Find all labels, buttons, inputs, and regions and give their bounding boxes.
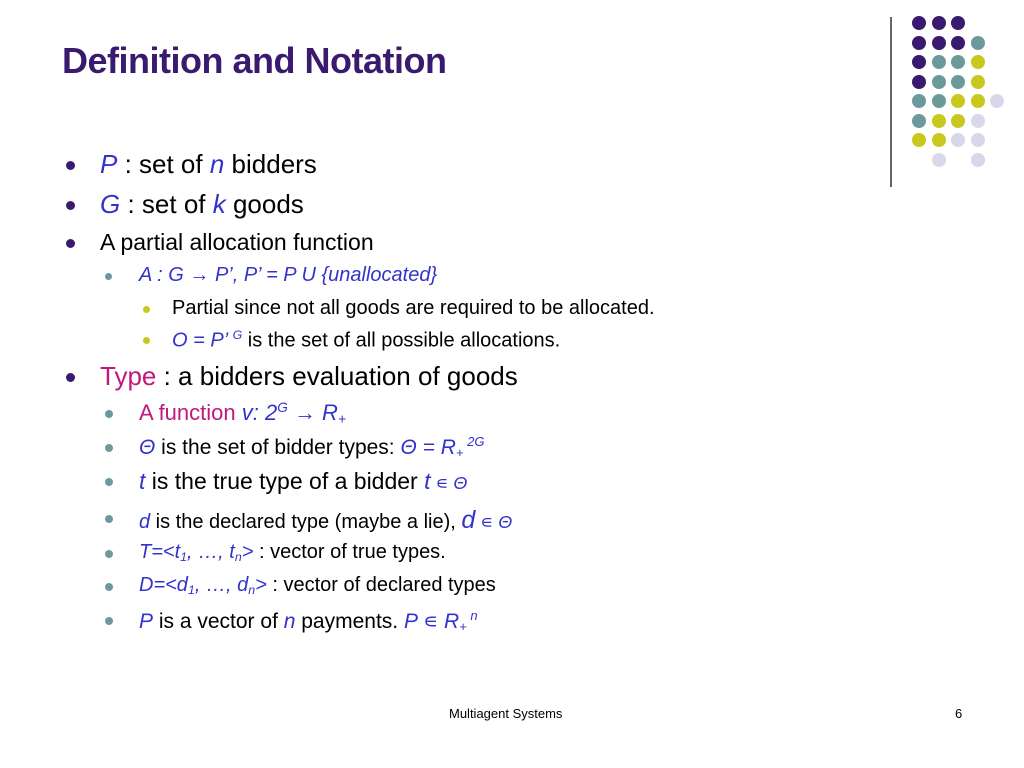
superscript: G bbox=[232, 328, 243, 342]
text: : a bidders evaluation of goods bbox=[156, 361, 518, 391]
slide-title: Definition and Notation bbox=[62, 40, 447, 81]
bullet-dot bbox=[105, 410, 113, 418]
bullet-dot bbox=[105, 583, 113, 591]
decor-dot bbox=[971, 114, 985, 128]
text: is a vector of bbox=[153, 609, 284, 633]
decor-dot bbox=[932, 153, 946, 167]
formula: > bbox=[255, 574, 267, 596]
decor-dot bbox=[971, 153, 985, 167]
var-t: t bbox=[139, 468, 146, 494]
var-t: t bbox=[424, 468, 431, 494]
formula: P ∊ R bbox=[403, 609, 460, 633]
formula: , …, t bbox=[187, 541, 235, 563]
superscript: n bbox=[466, 608, 478, 623]
formula: , …, d bbox=[194, 574, 249, 596]
bullet-dot bbox=[66, 201, 75, 210]
var-n: n bbox=[283, 609, 296, 633]
superscript: G bbox=[277, 400, 288, 415]
var-k: k bbox=[212, 189, 226, 219]
decor-dot bbox=[932, 94, 946, 108]
decor-dot bbox=[990, 94, 1004, 108]
bullet-dot bbox=[66, 239, 75, 248]
bullet-type-set bbox=[139, 434, 485, 460]
formula: O = P’ bbox=[172, 329, 233, 352]
page-number: 6 bbox=[955, 706, 963, 721]
function-label: A function bbox=[139, 400, 242, 426]
bullet-partial-allocation bbox=[100, 229, 374, 256]
decor-dot bbox=[971, 55, 985, 69]
bullet-type-function bbox=[139, 400, 346, 427]
decor-dot bbox=[912, 94, 926, 108]
var-p: P bbox=[100, 149, 118, 179]
bullet-dot bbox=[143, 306, 150, 313]
formula: > bbox=[241, 541, 254, 563]
text: Partial since not all goods are required to be allocated. bbox=[172, 297, 655, 319]
decor-dot bbox=[932, 36, 946, 50]
subscript: + bbox=[459, 619, 467, 635]
decor-dot bbox=[971, 133, 985, 147]
theta-symbol: Θ bbox=[139, 435, 156, 459]
subscript: n bbox=[234, 550, 242, 565]
bullet-outcome-set bbox=[172, 328, 560, 352]
decor-dot bbox=[951, 36, 965, 50]
bullet-bidders bbox=[100, 149, 317, 180]
subscript: 1 bbox=[180, 550, 188, 565]
bullet-payments bbox=[139, 608, 478, 634]
divider-line bbox=[890, 17, 892, 187]
var-n: n bbox=[209, 149, 225, 179]
formula: → R bbox=[287, 400, 338, 426]
decor-dot bbox=[951, 55, 965, 69]
var-p: P bbox=[139, 609, 154, 633]
decor-dot bbox=[912, 16, 926, 30]
bullet-dot bbox=[105, 273, 112, 280]
var-d: d bbox=[461, 506, 476, 534]
text: A partial allocation function bbox=[100, 229, 374, 255]
decor-dot bbox=[971, 75, 985, 89]
bullet-goods bbox=[100, 189, 304, 220]
bullet-declared-type bbox=[139, 506, 512, 535]
text: : vector of true types. bbox=[253, 541, 446, 563]
decor-dot bbox=[912, 75, 926, 89]
decor-dot bbox=[912, 55, 926, 69]
bullet-allocation-formula bbox=[139, 264, 437, 287]
decor-dot bbox=[951, 114, 965, 128]
text: is the set of bidder types: bbox=[155, 435, 401, 459]
decor-dot bbox=[932, 55, 946, 69]
decor-dot bbox=[971, 36, 985, 50]
decor-dot bbox=[951, 94, 965, 108]
type-label: Type bbox=[100, 361, 157, 391]
bullet-true-type bbox=[139, 468, 467, 495]
formula: Θ = R bbox=[400, 435, 456, 459]
var-d: d bbox=[139, 511, 151, 533]
bullet-dot bbox=[143, 337, 150, 344]
bullet-dot bbox=[66, 373, 75, 382]
decor-dot bbox=[951, 75, 965, 89]
formula: v: 2 bbox=[241, 400, 278, 426]
bullet-dot bbox=[105, 550, 113, 558]
formula: ∊ Θ bbox=[430, 473, 468, 493]
decor-dot bbox=[951, 133, 965, 147]
decor-dot bbox=[971, 94, 985, 108]
bullet-dot bbox=[105, 478, 113, 486]
text: payments. bbox=[295, 609, 404, 633]
formula: T=<t bbox=[139, 541, 181, 563]
bullet-type bbox=[100, 361, 518, 392]
bullet-dot bbox=[105, 444, 113, 452]
formula: ∊ Θ bbox=[475, 512, 513, 532]
text: : set of bbox=[120, 189, 213, 219]
footer-text: Multiagent Systems bbox=[449, 706, 563, 721]
text: : set of bbox=[117, 149, 210, 179]
text: : vector of declared types bbox=[266, 574, 496, 596]
subscript: 1 bbox=[187, 583, 195, 598]
formula: A : G → P’, P’ = P U {unallocated} bbox=[139, 264, 438, 286]
text: is the true type of a bidder bbox=[145, 468, 425, 494]
superscript: 2G bbox=[463, 434, 485, 449]
subscript: + bbox=[337, 411, 346, 427]
text: bidders bbox=[224, 149, 317, 179]
decor-dot bbox=[932, 16, 946, 30]
subscript: n bbox=[248, 583, 256, 598]
decor-dot bbox=[932, 114, 946, 128]
bullet-dot bbox=[105, 515, 113, 523]
text: is the declared type (maybe a lie), bbox=[150, 511, 462, 533]
subscript: + bbox=[455, 445, 464, 461]
bullet-true-vector bbox=[139, 541, 446, 564]
bullet-dot bbox=[105, 617, 113, 625]
formula: D=<d bbox=[139, 574, 188, 596]
decor-dot bbox=[951, 16, 965, 30]
decor-dot bbox=[912, 36, 926, 50]
var-g: G bbox=[100, 189, 121, 219]
text: is the set of all possible allocations. bbox=[242, 329, 561, 352]
text: goods bbox=[225, 189, 304, 219]
bullet-partial-note bbox=[172, 297, 655, 320]
decor-dot bbox=[912, 133, 926, 147]
decor-dot bbox=[912, 114, 926, 128]
bullet-declared-vector bbox=[139, 574, 496, 597]
bullet-dot bbox=[66, 161, 75, 170]
decor-dot bbox=[932, 75, 946, 89]
decor-dot bbox=[932, 133, 946, 147]
